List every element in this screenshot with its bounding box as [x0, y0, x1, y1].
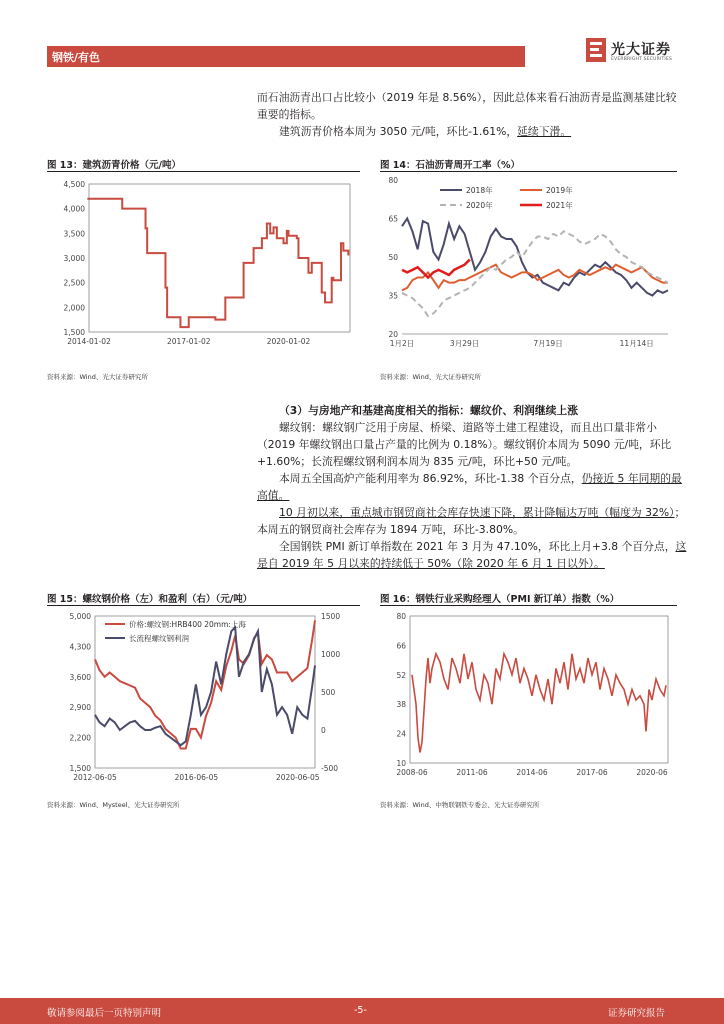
paragraph-pmi — [257, 538, 687, 572]
y-tick-label: 3,500 — [63, 229, 85, 239]
page-header — [0, 0, 724, 78]
y-left-tick-label: 2,200 — [69, 733, 91, 743]
blast-furnace-text: 本周五全国高炉产能利用率为 86.92%，环比-1.38 个百分点， — [279, 472, 582, 485]
y-tick-label: 65 — [388, 214, 398, 224]
legend-label: 2019年 — [546, 186, 573, 195]
brand-name: 光大证券 — [611, 42, 671, 58]
y-right-tick-label: 1500 — [321, 612, 341, 621]
x-tick-label: 2011-06 — [456, 768, 488, 777]
legend-label: 2020年 — [466, 201, 493, 210]
chart-13-asphalt-price — [47, 174, 360, 364]
series-line-rebar-price — [95, 620, 315, 748]
y-tick-label: 52 — [396, 670, 406, 680]
y-tick-label: 20 — [388, 330, 398, 339]
series-line-asphalt-price — [87, 199, 348, 327]
y-left-tick-label: 1,500 — [69, 764, 91, 773]
pmi-text: 全国钢铁 PMI 新订单指数在 2021 年 3 月为 47.10%，环比上月+3.8 个百分点， — [279, 540, 676, 553]
chart-13-source: 资料来源：Wind、光大证券研究所 — [47, 373, 148, 381]
paragraph-rebar: 螺纹钢：螺纹钢广泛用于房屋、桥梁、道路等土建工程建设，而且出口量非常小（2019 年螺纹钢出口量占产量的比例为 0.18%）。螺纹钢价本周为 5090 元/吨，环比+1.60%；长流程螺纹钢利润本周为 835 元/吨，环比+50 元/吨。 — [257, 421, 672, 468]
chart-14-title-rule — [380, 171, 677, 172]
y-left-tick-label: 4,300 — [69, 642, 91, 652]
y-tick-label: 2,000 — [63, 303, 85, 313]
y-tick-label: 2,500 — [63, 278, 85, 288]
paragraph-asphalt-intro: 而石油沥青出口占比较小（2019 年是 8.56%），因此总体来看石油沥青是监测基建比较重要的指标。 — [257, 91, 677, 121]
x-tick-label: 2017-06 — [576, 768, 608, 777]
series-line-2021年 — [402, 260, 470, 278]
x-tick-label: 2020-01-02 — [266, 337, 311, 346]
page-footer — [0, 998, 724, 1024]
legend-label: 价格:螺纹钢:HRB400 20mm:上海 — [129, 620, 246, 629]
y-right-tick-label: 500 — [321, 688, 336, 697]
x-tick-label: 2020-06 — [636, 768, 668, 777]
chart-14-title: 图 14：石油沥青周开工率（%） — [380, 160, 521, 171]
paragraph-asphalt-price — [257, 123, 687, 140]
plot-frame — [89, 184, 350, 332]
chart-15-source: 资料来源：Wind、Mysteel、光大证券研究所 — [47, 801, 180, 809]
x-tick-label: 7月19日 — [533, 339, 563, 348]
y-tick-label: 50 — [388, 253, 398, 262]
x-tick-label: 2017-01-02 — [166, 337, 211, 346]
y-tick-label: 3,000 — [63, 254, 85, 263]
y-tick-label: 10 — [396, 759, 406, 768]
asphalt-price-text: 建筑沥青价格本周为 3050 元/吨，环比-1.61%， — [279, 125, 518, 138]
y-tick-label: 4,500 — [63, 180, 85, 189]
footer-disclaimer: 敬请参阅最后一页特别声明 — [47, 1008, 162, 1019]
paragraph-blast-furnace — [257, 470, 687, 504]
blast-furnace-highlight: 仍接近 5 年同期的最高值。 — [257, 472, 682, 502]
y-tick-label: 80 — [388, 176, 398, 185]
chart-16-title: 图 16：钢铁行业采购经理人（PMI 新订单）指数（%） — [380, 594, 620, 605]
y-right-tick-label: 1000 — [321, 650, 341, 659]
section-label: 钢铁/有色 — [52, 51, 101, 64]
brand-logo-icon — [586, 38, 606, 62]
x-tick-label: 1月2日 — [389, 339, 415, 348]
brand-name-en: EVERBRIGHT SECURITIES — [611, 57, 673, 62]
series-line-2020年 — [402, 231, 668, 316]
x-tick-label: 2020-06-05 — [275, 773, 320, 782]
x-tick-label: 2014-01-02 — [67, 337, 111, 346]
chart-14-source: 资料来源：Wind、光大证券研究所 — [380, 373, 481, 381]
chart-16-source: 资料来源：Wind、中物联钢铁专委会、光大证券研究所 — [380, 801, 540, 809]
chart-13-title: 图 13：建筑沥青价格（元/吨） — [47, 160, 181, 171]
y-left-tick-label: 5,000 — [69, 612, 91, 621]
footer-report-type: 证券研究报告 — [608, 1008, 666, 1019]
chart-14-asphalt-utilization — [380, 174, 677, 364]
pmi-highlight: 这是自 2019 年 5 月以来的持续低于 50%（除 2020 年 6 月 1 日以外）。 — [257, 540, 687, 570]
legend-label: 2018年 — [466, 186, 493, 195]
inventory-highlight: 10 月初以来，重点城市钢贸商社会库存快速下降，累计降幅达万吨（幅度为 32%） — [279, 506, 675, 519]
y-tick-label: 35 — [388, 291, 398, 301]
chart-15-title-rule — [47, 605, 360, 606]
y-tick-label: 38 — [396, 700, 406, 710]
page-number: -5- — [354, 1005, 367, 1016]
inventory-text: ；本周五的钢贸商社会库存为 1894 万吨，环比-3.80%。 — [257, 506, 686, 536]
chart-15-rebar-price-profit — [47, 608, 360, 791]
chart-16-steel-pmi — [380, 608, 677, 791]
plot-frame — [95, 616, 315, 768]
y-left-tick-label: 3,600 — [69, 672, 91, 682]
legend-label: 长流程螺纹钢利润 — [129, 634, 189, 643]
x-tick-label: 2008-06 — [396, 768, 428, 777]
paragraph-inventory — [257, 504, 687, 538]
series-line-2019年 — [402, 265, 668, 291]
chart-16-title-rule — [380, 605, 677, 606]
y-tick-label: 80 — [396, 612, 406, 621]
y-right-tick-label: 0 — [321, 726, 326, 735]
series-line-rebar-profit — [95, 627, 315, 745]
x-tick-label: 2014-06 — [516, 768, 548, 777]
asphalt-trend-text: 延续下滑。 — [517, 125, 572, 138]
x-tick-label: 2012-06-05 — [73, 773, 117, 782]
y-left-tick-label: 2,900 — [69, 703, 91, 713]
x-tick-label: 3月29日 — [449, 339, 480, 348]
y-tick-label: 1,500 — [63, 328, 85, 337]
section-bar — [47, 46, 525, 67]
section-heading-rebar: （3）与房地产和基建高度相关的指标：螺纹价、利润继续上涨 — [279, 404, 579, 417]
y-tick-label: 66 — [396, 641, 406, 651]
series-line-pmi-new-orders — [412, 654, 666, 753]
y-tick-label: 24 — [396, 729, 406, 739]
x-tick-label: 2016-06-05 — [174, 773, 219, 782]
chart-15-title: 图 15：螺纹钢价格（左）和盈利（右）（元/吨） — [47, 594, 253, 605]
y-tick-label: 4,000 — [63, 204, 85, 214]
x-tick-label: 11月14日 — [619, 339, 654, 348]
legend-label: 2021年 — [546, 201, 573, 210]
chart-13-title-rule — [47, 171, 360, 172]
y-right-tick-label: -500 — [321, 764, 339, 773]
